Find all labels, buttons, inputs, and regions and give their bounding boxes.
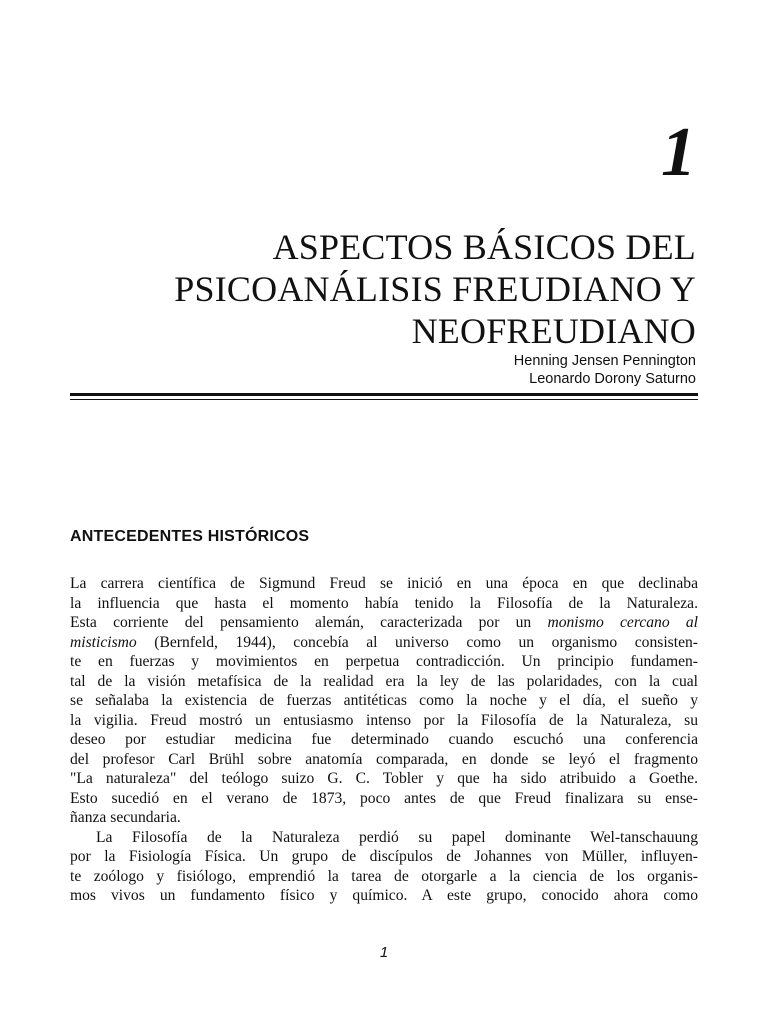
text-line: la influencia que hasta el momento había tenido la Filosofía de la Naturaleza. [70,594,698,612]
paragraph [70,574,698,828]
text-line: La Filosofía de la Naturaleza perdió su papel dominante Wel-tanschauung [96,828,698,846]
chapter-number: 1 [661,114,696,191]
text-run: (Bernfeld, 1944), concebía al universo como un organismo consisten- [136,633,698,651]
chapter-title-line: ASPECTOS BÁSICOS DEL [272,227,696,267]
author-name: Henning Jensen Pennington [513,353,696,369]
text-line: deseo por estudiar medicina fue determinado cuando escuchó una conferencia [70,731,698,748]
text-line: "La naturaleza" del teólogo suizo G. C. Tobler y que ha sido atribuido a Goethe. [70,770,698,787]
chapter-title-line: NEOFREUDIANO [411,311,696,351]
text-line: por la Fisiología Física. Un grupo de discípulos de Johannes von Müller, influyen- [70,848,698,865]
italic-term: misticismo [70,633,137,651]
text-line: la vigilia. Freud mostró un entusiasmo intenso por la Filosofía de la Naturaleza, su [70,711,698,729]
text-line: La carrera científica de Sigmund Freud se inició en una época en que declinaba [70,575,698,592]
chapter-authors [514,352,696,388]
body-text [70,574,698,906]
text-line: mos vivos un fundamento físico y químico. A este grupo, conocido ahora como [70,887,698,904]
header-rule-thin [70,399,698,400]
chapter-title [56,226,696,352]
header-rule-thick [70,393,698,396]
text-line: tal de la visión metafísica de la realidad era la ley de las polaridades, con la cual [70,672,698,690]
text-line [70,633,698,653]
author-name: Leonardo Dorony Saturno [529,371,696,387]
text-line [70,613,698,633]
text-line: te zoólogo y fisiólogo, emprendió la tarea de otorgarle a la ciencia de los organis- [70,867,698,885]
italic-term: monismo cercano al [547,614,698,631]
text-line: del profesor Carl Brühl sobre anatomía comparada, en donde se leyó el fragmento [70,750,698,768]
chapter-title-line: PSICOANÁLISIS FREUDIANO Y [174,269,696,309]
section-heading: ANTECEDENTES HISTÓRICOS [70,528,310,545]
text-line: ñanza secundaria. [70,809,181,826]
paragraph [70,828,698,906]
text-line: te en fuerzas y movimientos en perpetua contradicción. Un principio fundamen- [70,653,698,670]
text-line: Esto sucedió en el verano de 1873, poco antes de que Freud finalizara su ense- [70,789,698,807]
text-line: se señalaba la existencia de fuerzas antitéticas como la noche y el día, el sueño y [70,692,698,709]
page-number: 1 [379,944,389,961]
text-run: Esta corriente del pensamiento alemán, caracterizada por un [70,614,548,631]
